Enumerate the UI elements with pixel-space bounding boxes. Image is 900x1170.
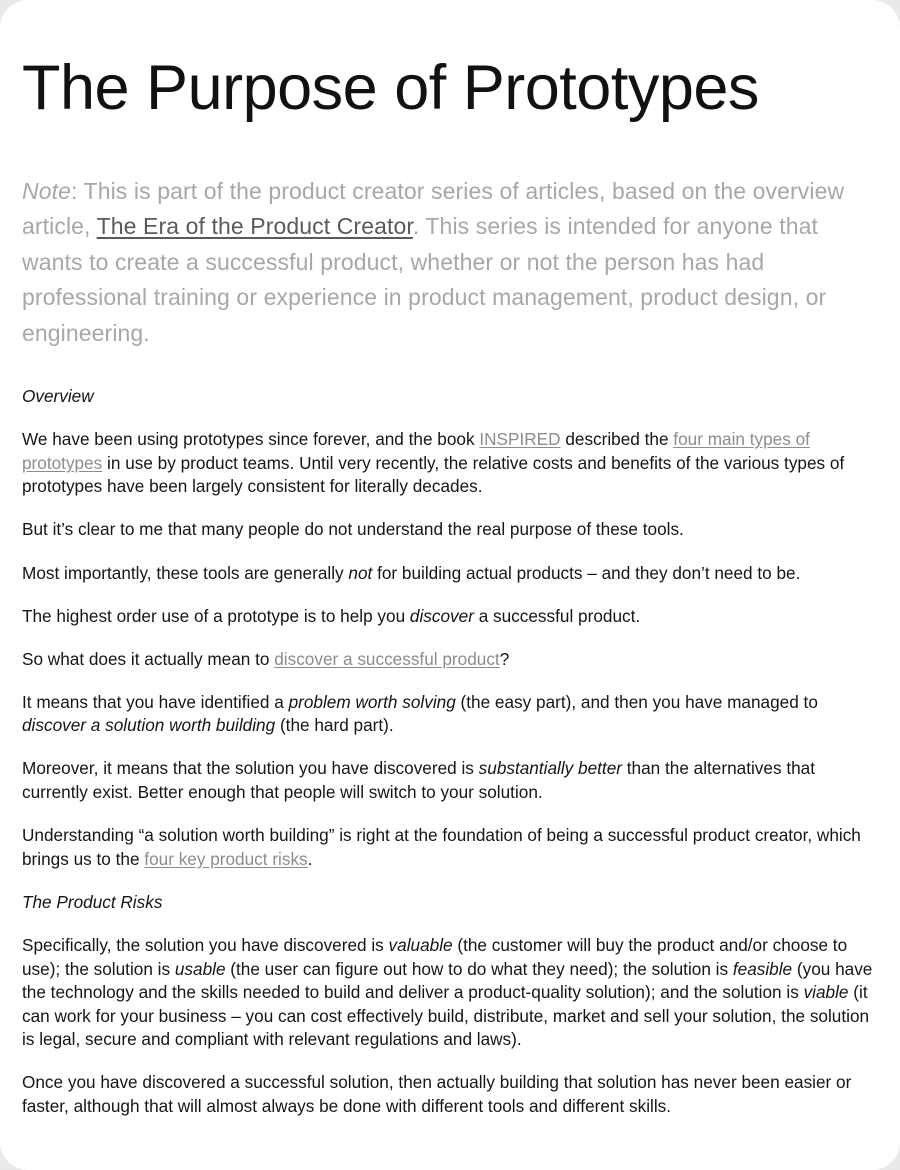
paragraph-3: Most importantly, these tools are generally not for building actual products – and they don’t need to be. — [22, 562, 801, 583]
paragraph-4: The highest order use of a prototype is to help you discover a successful product. — [22, 605, 641, 626]
four-types-of-prototypes-link[interactable]: four main types of prototypes — [22, 429, 810, 473]
paragraph-7: Moreover, it means that the solution you have discovered is substantially better than the alternatives that currently exist. Better enough that people will switch to your solution. — [22, 758, 815, 803]
note-label: Note — [22, 178, 71, 204]
paragraph-2: But it’s clear to me that many people do not understand the real purpose of these tools. — [22, 519, 684, 540]
overview-heading: Overview — [22, 386, 94, 407]
four-key-product-risks-link[interactable]: four key product risks — [144, 848, 308, 869]
inspired-link[interactable]: INSPIRED — [479, 429, 561, 450]
discover-successful-product-link[interactable]: discover a successful product — [274, 648, 500, 669]
paragraph-6: It means that you have identified a problem worth solving (the easy part), and then you have managed to discover a solution worth building (the hard part). — [22, 691, 818, 736]
era-of-product-creator-link[interactable]: The Era of the Product Creator — [96, 213, 413, 240]
series-note: Note: This is part of the product creator series of articles, based on the overview article, The Era of the Product Creator. This series is intended for anyone that wants to create a successful product, whether or not the person has had professional training or experience in product management, product design, or engineering. — [22, 178, 845, 346]
article-body — [22, 385, 878, 1119]
product-risks-heading: The Product Risks — [22, 891, 163, 912]
paragraph-10: Once you have discovered a successful solution, then actually building that solution has never been easier or faster, although that will almost always be done with different tools and different skills. — [22, 1072, 852, 1116]
paragraph-5: So what does it actually mean to discover a successful product? — [22, 648, 510, 669]
paragraph-8: Understanding “a solution worth building” is right at the foundation of being a successful product creator, which brings us to the four key product risks. — [22, 825, 861, 869]
paragraph-9: Specifically, the solution you have discovered is valuable (the customer will buy the product and/or choose to use); the solution is usable (the user can figure out how to do what they need); the solution is feasible (you have the technology and the skills needed to build and deliver a product-quality solution); and the solution is viable (it can work for your business – you can cost effectively build, distribute, market and sell your solution, the solution is legal, secure and compliant with relevant regulations and laws). — [22, 934, 873, 1050]
page-title: The Purpose of Prototypes — [22, 53, 759, 123]
paragraph-1: We have been using prototypes since forever, and the book INSPIRED described the four main types of prototypes in use by product teams. Until very recently, the relative costs and benefits of the various types of prototypes have been largely consistent for literally decades. — [22, 429, 845, 497]
